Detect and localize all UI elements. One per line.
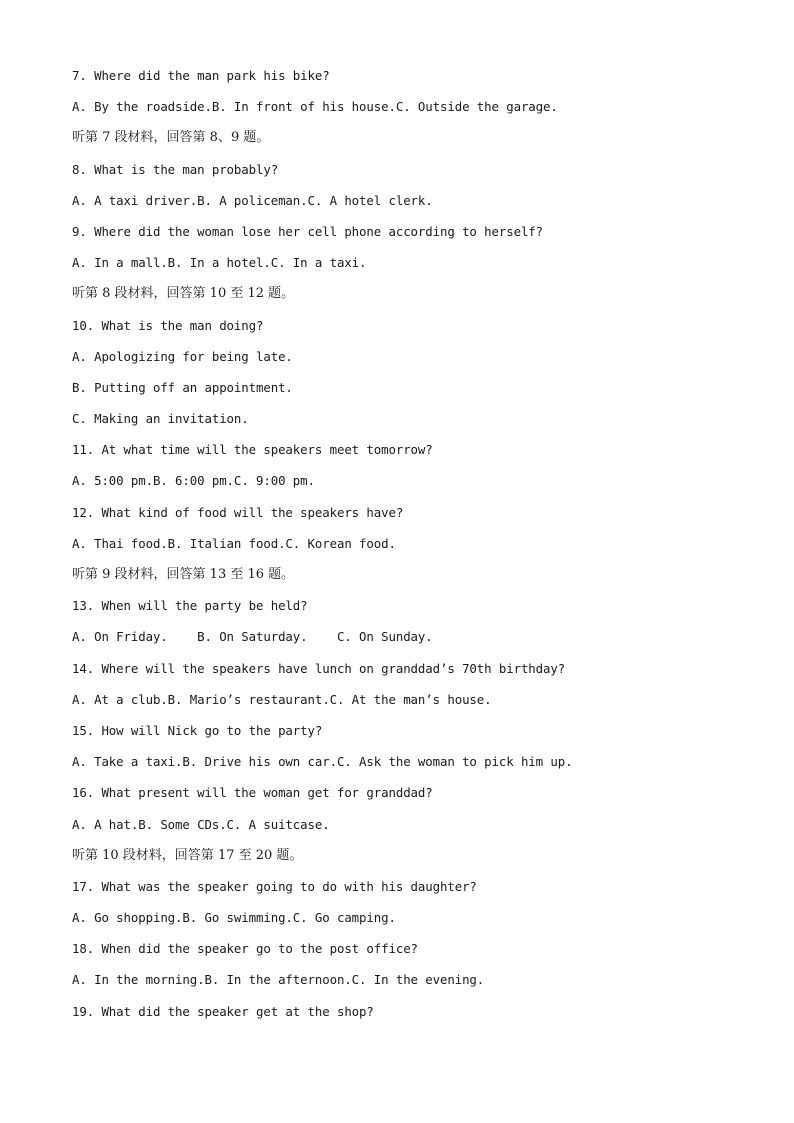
question-text: 17. What was the speaker going to do with his daughter?	[72, 878, 477, 894]
question-text: 15. How will Nick go to the party?	[72, 722, 323, 738]
question-text: 11. At what time will the speakers meet tomorrow?	[72, 442, 433, 458]
document-page	[72, 66, 752, 1033]
answer-options: A. By the roadside.B. In front of his house.C. Outside the garage.	[72, 99, 558, 115]
question-text: 14. Where will the speakers have lunch on granddad’s 70th birthday?	[72, 660, 566, 676]
question-text: 13. When will the party be held?	[72, 598, 308, 614]
answer-options: A. Thai food.B. Italian food.C. Korean food.	[72, 535, 396, 551]
answer-options: A. On Friday. B. On Saturday. C. On Sunday.	[72, 629, 433, 645]
question-text: 8. What is the man probably?	[72, 161, 279, 177]
question-text: 16. What present will the woman get for granddad?	[72, 785, 433, 801]
answer-options: A. 5:00 pm.B. 6:00 pm.C. 9:00 pm.	[72, 473, 315, 489]
section-heading: 听第 10 段材料，回答第 17 至 20 题。	[72, 847, 303, 863]
section-heading: 听第 8 段材料，回答第 10 至 12 题。	[72, 286, 295, 302]
document-body	[72, 66, 752, 1033]
answer-options: A. Apologizing for being late.	[72, 348, 293, 364]
question-text: 12. What kind of food will the speakers have?	[72, 504, 404, 520]
answer-options: A. In the morning.B. In the afternoon.C. In the evening.	[72, 972, 485, 988]
question-text: 7. Where did the man park his bike?	[72, 68, 330, 83]
answer-options: A. Go shopping.B. Go swimming.C. Go camping.	[72, 910, 396, 926]
question-text: 19. What did the speaker get at the shop?	[72, 1003, 374, 1019]
answer-options: A. In a mall.B. In a hotel.C. In a taxi.	[72, 255, 367, 271]
answer-options: A. Take a taxi.B. Drive his own car.C. Ask the woman to pick him up.	[72, 754, 573, 770]
answer-options: A. At a club.B. Mario’s restaurant.C. At the man’s house.	[72, 691, 492, 707]
answer-options: A. A taxi driver.B. A policeman.C. A hotel clerk.	[72, 192, 433, 208]
answer-options: A. A hat.B. Some CDs.C. A suitcase.	[72, 816, 330, 832]
question-text: 9. Where did the woman lose her cell phone according to herself?	[72, 223, 544, 239]
answer-options: C. Making an invitation.	[72, 411, 249, 427]
answer-options: B. Putting off an appointment.	[72, 379, 293, 395]
section-heading: 听第 7 段材料，回答第 8、9 题。	[72, 130, 270, 146]
section-heading: 听第 9 段材料，回答第 13 至 16 题。	[72, 567, 295, 582]
question-text: 18. When did the speaker go to the post office?	[72, 941, 418, 957]
question-text: 10. What is the man doing?	[72, 317, 264, 333]
